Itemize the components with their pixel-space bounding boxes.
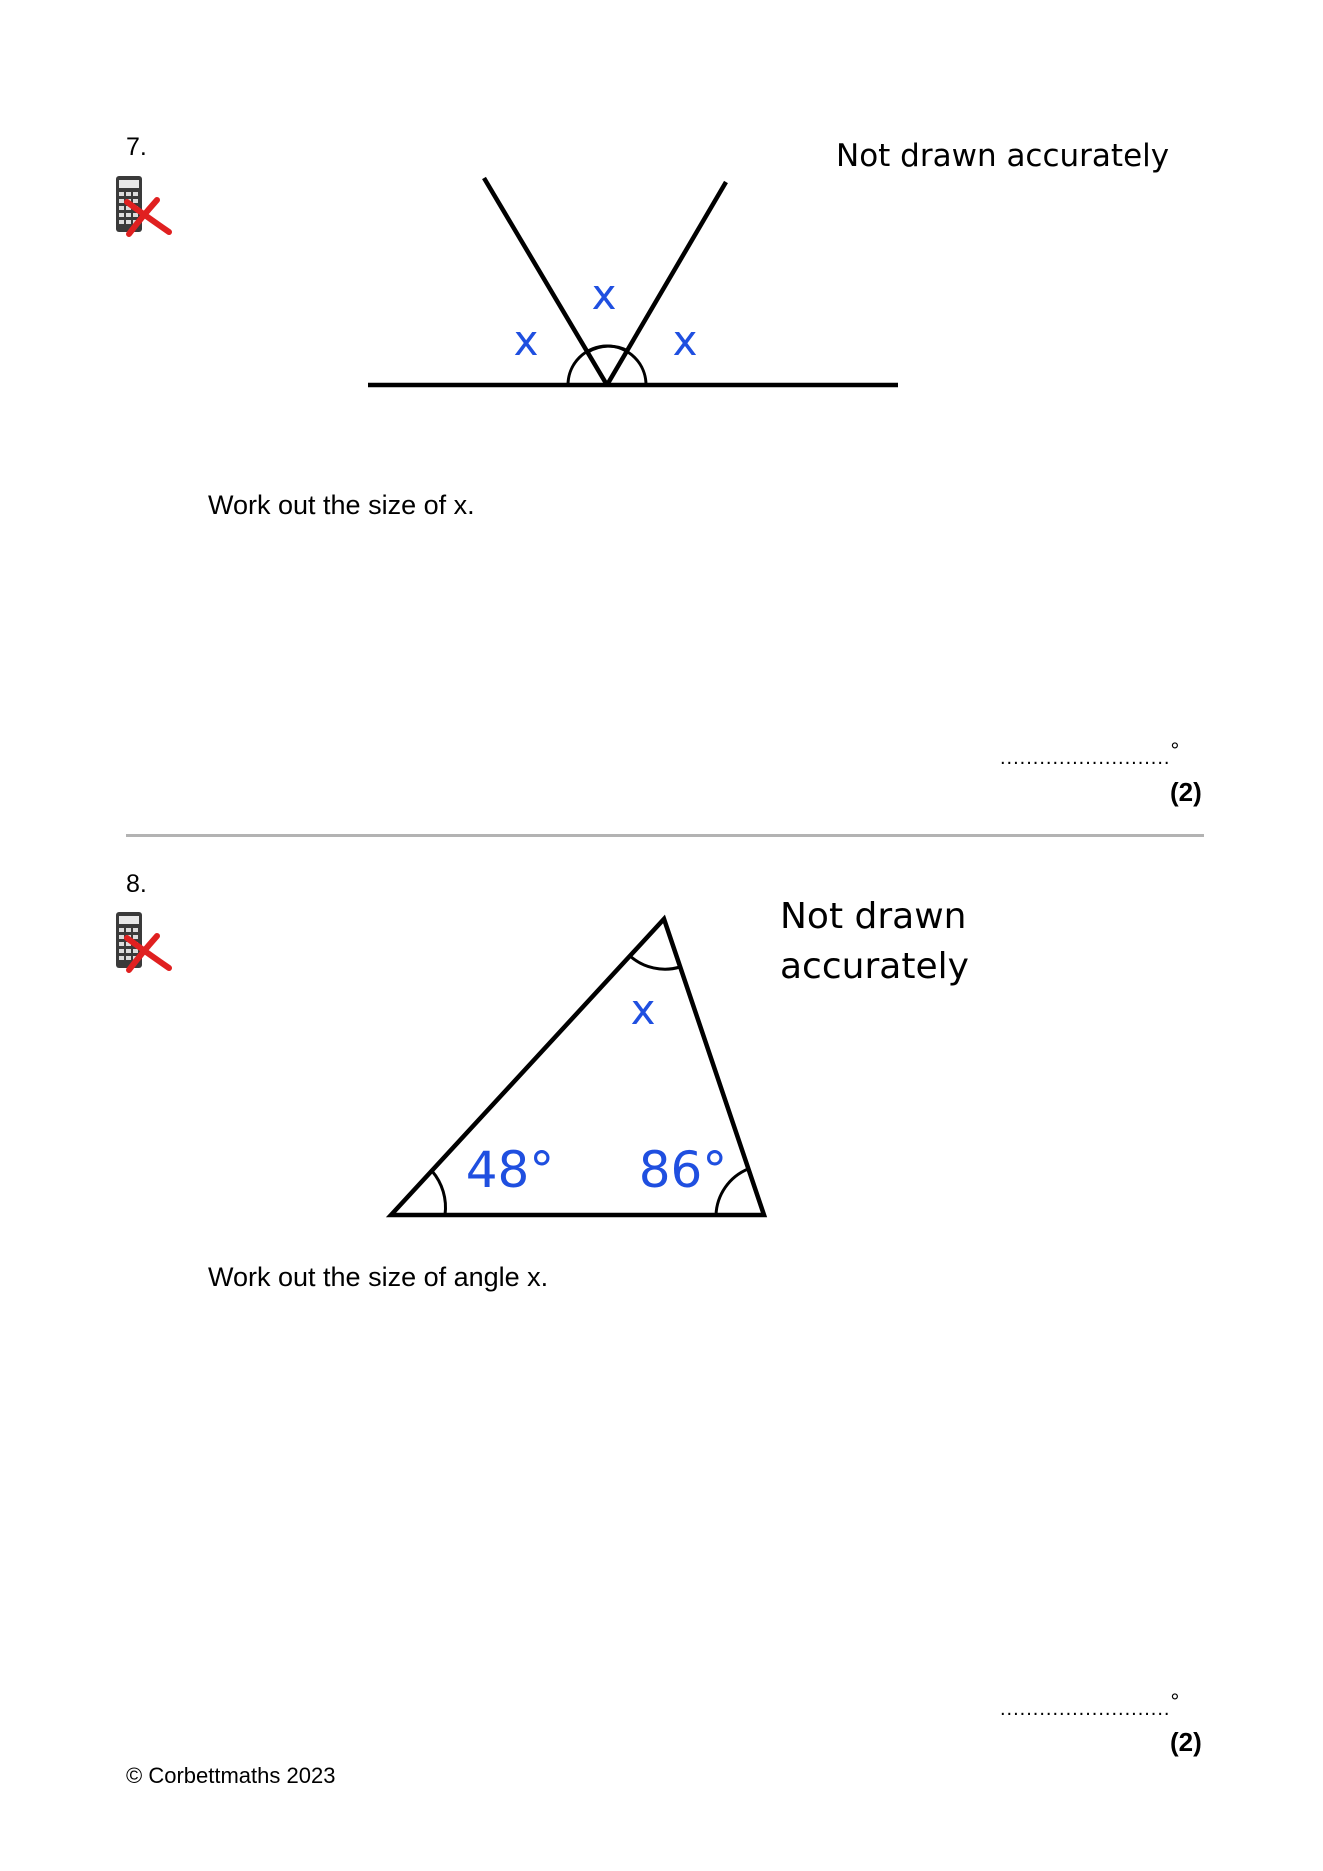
degree-unit: ° xyxy=(1170,1689,1180,1714)
q7-not-drawn-accurately-note: Not drawn accurately xyxy=(836,138,1170,174)
q7-answer-line xyxy=(1000,738,1179,770)
q8-angle-label-right: 86° xyxy=(638,1141,728,1199)
q8-angle-label-top: x xyxy=(630,985,656,1034)
question-7-number: 7. xyxy=(126,133,147,161)
q8-triangle-diagram xyxy=(380,905,780,1235)
degree-unit: ° xyxy=(1170,738,1180,763)
q8-not-drawn-accurately-note xyxy=(780,892,969,992)
q8-note-line-1: Not drawn xyxy=(780,896,967,937)
answer-dots: .......................... xyxy=(1000,1698,1171,1720)
q7-angle-label-right: x xyxy=(672,316,698,365)
q8-marks: (2) xyxy=(1170,1727,1202,1757)
q8-answer-line xyxy=(1000,1689,1179,1721)
q8-note-line-2: accurately xyxy=(780,946,969,987)
q7-angle-label-middle: x xyxy=(591,270,617,319)
q7-angles-on-line-diagram xyxy=(360,170,910,400)
no-calculator-icon xyxy=(113,174,173,238)
q7-prompt: Work out the size of x. xyxy=(208,490,475,520)
copyright-footer: © Corbettmaths 2023 xyxy=(126,1763,336,1788)
no-calculator-icon xyxy=(113,910,173,974)
q7-angle-label-left: x xyxy=(513,316,539,365)
q8-angle-label-left: 48° xyxy=(465,1141,555,1199)
question-8-number: 8. xyxy=(126,870,147,898)
q8-prompt: Work out the size of angle x. xyxy=(208,1262,549,1292)
answer-dots: .......................... xyxy=(1000,747,1171,769)
question-divider xyxy=(126,834,1204,837)
q7-marks: (2) xyxy=(1170,777,1202,807)
